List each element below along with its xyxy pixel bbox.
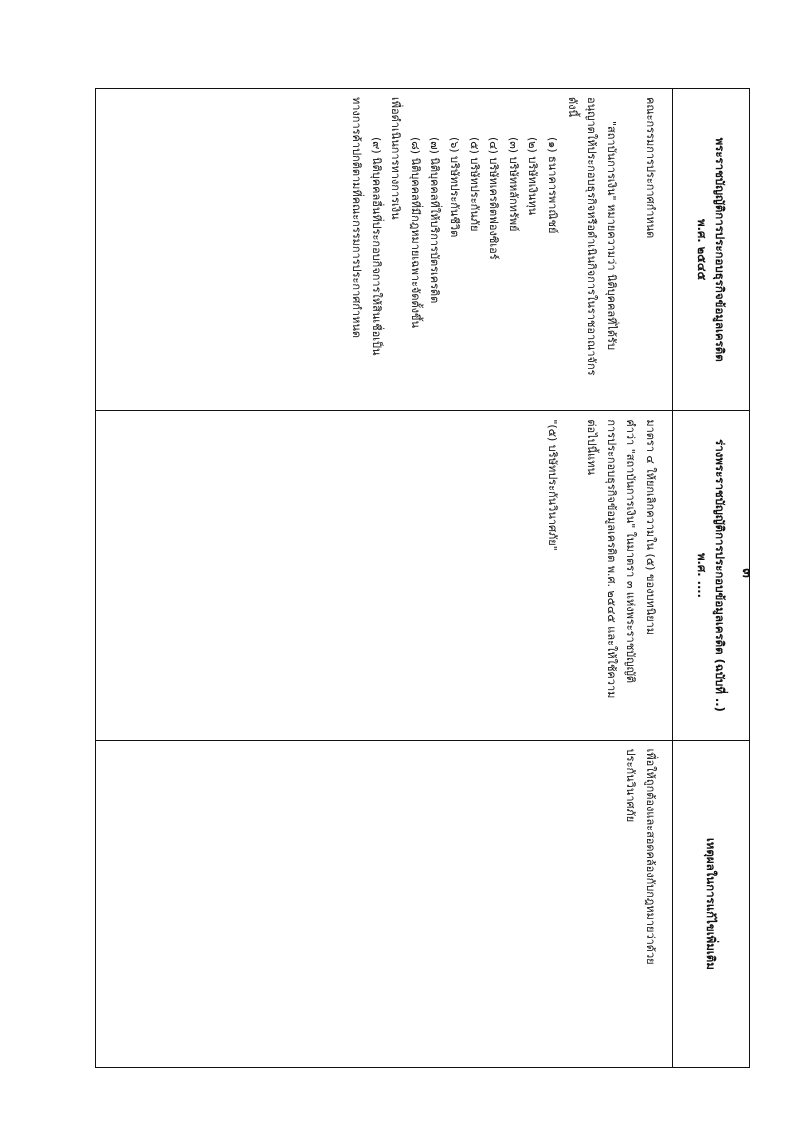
list-item: (๘) นิติบุคคลที่มีกฎหมายเฉพาะจัดตั้งขึ้น — [408, 137, 422, 329]
reason-text — [96, 740, 672, 1067]
text-line: อนุญาตให้ประกอบธุรกิจหรือดำเนินกิจการในราชอาณาจักร — [585, 97, 599, 376]
header-current-act — [673, 89, 749, 410]
list-item: (๔) บริษัทเครดิตฟองซิเอร์ — [487, 137, 501, 260]
page-number: ๓ — [738, 568, 755, 578]
header-draft-act-title: ร่างพระราชบัญญัติการประกอบข้อมูลเครดิต (ฉบับที่ ..) — [713, 439, 728, 712]
text-line: ต่อไปนี้แทน — [585, 419, 599, 475]
table-header-row — [672, 88, 750, 1068]
text-line: เพื่อให้ถูกต้องและสอดคล้องกับกฎหมายว่าด้วย — [644, 748, 657, 965]
text-line: คำว่า "สถาบันการเงิน" ในมาตรา ๓ แห่งพระราชบัญญัติ — [624, 419, 638, 684]
header-current-act-title: พระราชบัญญัติการประกอบธุรกิจข้อมูลเครดิต — [713, 137, 728, 362]
list-item: (๕) บริษัทประกันภัย — [467, 137, 481, 232]
list-item: (๙) นิติบุคคลอื่นที่ประกอบกิจการให้สินเชื่อเป็น — [369, 137, 383, 356]
header-current-act-year: พ.ศ. ๒๕๔๕ — [695, 219, 709, 281]
list-item: (๗) นิติบุคคลที่ให้บริการบัตรเครดิต — [428, 137, 442, 304]
table-body-row — [95, 88, 672, 1068]
list-item: (๒) บริษัทเงินทุน — [526, 137, 540, 216]
header-reason — [673, 740, 749, 1067]
text-line: คณะกรรมการประกาศกำหนด — [644, 97, 657, 239]
text-line: ทางการค้าปกติตามที่คณะกรรมการประกาศกำหนด — [350, 97, 364, 339]
current-act-text — [96, 89, 672, 410]
text-line: "(๕) บริษัทประกันวินาศภัย" — [546, 419, 560, 551]
header-reason-title: เหตุผลในการแก้ไขเพิ่มเติม — [704, 837, 719, 970]
comparison-table — [95, 88, 750, 1068]
text-line: มาตรา ๔ ให้ยกเลิกความใน (๕) ของบทนิยาม — [644, 419, 657, 636]
text-line: ดังนี้ — [565, 97, 579, 118]
list-item: (๖) บริษัทประกันชีวิต — [448, 137, 462, 238]
list-item: (๑) ธนาคารพาณิชย์ — [546, 137, 560, 234]
header-draft-act — [673, 410, 749, 739]
text-line: ประกันวินาศภัย — [624, 748, 638, 823]
text-line: "สถาบันการเงิน" หมายความว่า นิติบุคคลที่ได้รับ — [604, 121, 618, 350]
draft-act-text — [96, 410, 672, 739]
text-line: การประกอบธุรกิจข้อมูลเครดิต พ.ศ. ๒๕๔๕ และให้ใช้ความ — [604, 419, 618, 699]
text-line: เพื่อดำเนินการทางการเงิน — [389, 97, 403, 220]
header-draft-act-year: พ.ศ. .... — [695, 552, 709, 599]
list-item: (๓) บริษัทหลักทรัพย์ — [506, 137, 520, 232]
